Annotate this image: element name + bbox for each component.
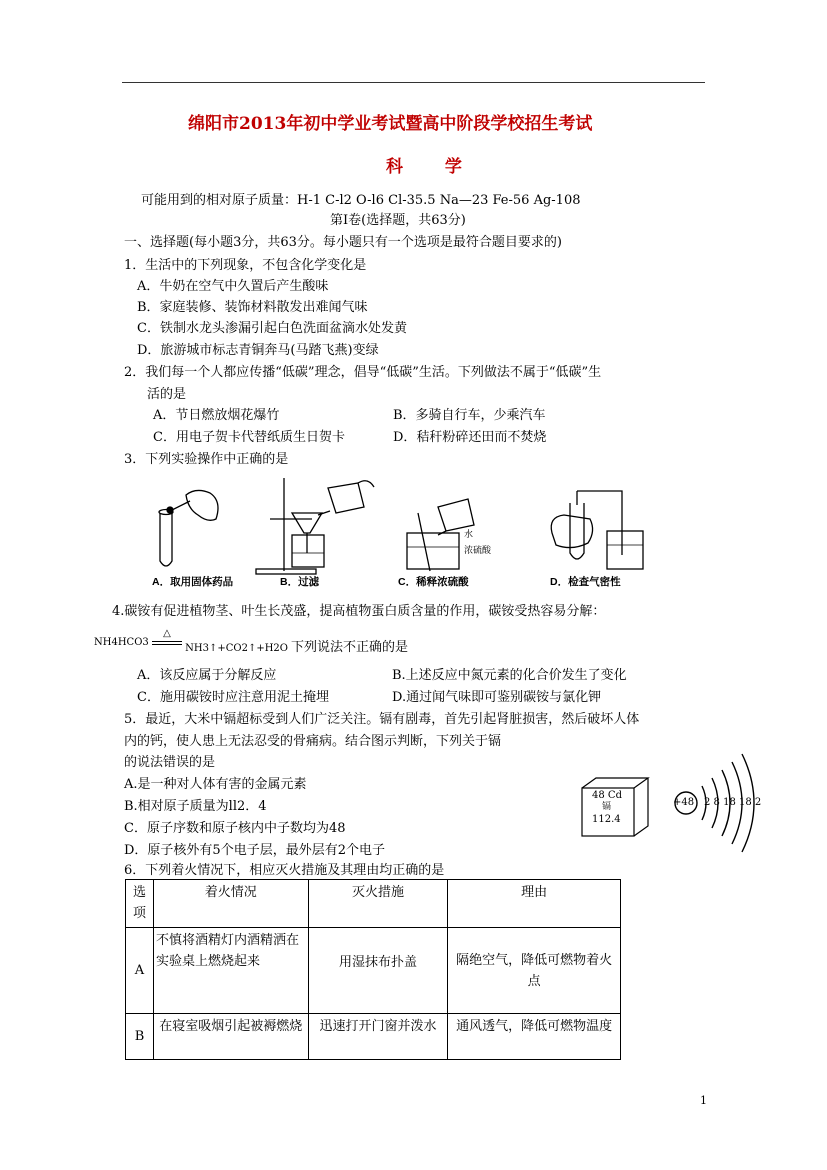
top-rule: [122, 82, 705, 83]
q5-option-c: C．原子序数和原子核内中子数均为48: [124, 821, 346, 836]
label-c: C．稀释浓硫酸: [398, 576, 469, 588]
heat-condition: △: [163, 628, 171, 639]
lab-figure-svg: [152, 473, 682, 591]
row-a-reason: 隔绝空气，降低可燃物着火点: [448, 928, 621, 1014]
row-b-situation: 在寝室吸烟引起被褥燃烧: [153, 1014, 308, 1060]
q4-question: 下列说法不正确的是: [291, 640, 409, 655]
q1-stem: 1．生活中的下列现象，不包含化学变化是: [124, 258, 367, 273]
element-tile: [578, 776, 652, 838]
q1-option-b: B．家庭装修、装饰材料散发出难闻气味: [137, 300, 368, 315]
element-mass: 112.4: [592, 814, 621, 825]
test-tube-d: [570, 503, 584, 559]
q4-option-a: A．该反应属于分解反应: [137, 668, 277, 683]
test-tube-a: [160, 513, 172, 566]
header-option: 选项: [126, 880, 154, 928]
q5-stem-line3: 的说法错误的是: [124, 755, 216, 770]
q5-stem-line1: 5．最近，大米中镉超标受到人们广泛关注。镉有剧毒，首先引起肾脏损害，然后破坏人体: [124, 712, 640, 727]
row-a-situation: 不慎将酒精灯内酒精洒在实验桌上燃烧起来: [153, 928, 308, 1014]
q1-option-d: D．旅游城市标志青铜奔马(马踏飞燕)变绿: [137, 343, 379, 358]
hand-a: [186, 490, 218, 520]
element-symbol: Cd: [607, 790, 622, 801]
q6-table: [125, 879, 621, 1060]
q2-option-b: B．多骑自行车，少乘汽车: [393, 408, 546, 423]
row-b-reason: 通风透气，降低可燃物温度: [448, 1014, 621, 1060]
atom-structure-diagram: [668, 748, 768, 858]
row-b-option: B: [126, 1014, 154, 1060]
q5-option-b: B.相对原子质量为ll2．4: [124, 799, 267, 814]
label-a: A．取用固体药品: [152, 576, 234, 588]
products: NH3↑+CO2↑+H2O: [185, 643, 288, 654]
q2-option-d: D．秸秆粉碎还田而不焚烧: [393, 430, 547, 445]
beaker-d: [607, 531, 643, 569]
funnel: [292, 513, 322, 533]
q4-stem: 4.碳铵有促进植物茎、叶生长茂盛，提高植物蛋白质含量的作用，碳铵受热容易分解：: [112, 604, 606, 619]
q2-option-c: C．用电子贺卡代替纸质生日贺卡: [153, 430, 345, 445]
q5-option-a: A.是一种对人体有害的金属元素: [124, 777, 307, 792]
subject-title: 科 学: [386, 157, 480, 177]
volume-heading: 第Ⅰ卷(选择题，共63分): [330, 213, 466, 228]
nucleus-charge: +48: [673, 797, 695, 808]
page-number: 1: [700, 1094, 707, 1107]
reaction-arrow: [152, 628, 182, 645]
section-heading: 一、选择题(每小题3分，共63分。每小题只有一个选项是最符合题目要求的): [124, 235, 562, 250]
q6-stem: 6．下列着火情况下，相应灭火措施及其理由均正确的是: [124, 863, 445, 878]
table-row: [126, 1014, 621, 1060]
element-name: 镉: [602, 802, 612, 812]
reactant: NH4HCO3: [94, 637, 149, 648]
q5-option-d: D．原子核外有5个电子层，最外层有2个电子: [124, 843, 385, 858]
q4-option-b: B.上述反应中氮元素的化合价发生了变化: [392, 668, 627, 683]
element-number-symbol: [592, 790, 622, 802]
electron-shells: 2 8 18 18 2: [704, 797, 762, 808]
glass-rod: [418, 513, 430, 571]
table-header-row: [126, 880, 621, 928]
q5-stem-line2: 内的钙，使人患上无法忍受的骨痛病。结合图示判断，下列关于镉: [124, 734, 502, 749]
label-d: D．检查气密性: [550, 576, 621, 588]
q4-option-c: C．施用碳铵时应注意用泥土掩埋: [137, 690, 329, 705]
q4-equation: [94, 628, 288, 654]
hand-d: [551, 515, 592, 548]
element-number: 48: [592, 790, 605, 801]
row-b-measure: 迅速打开门窗并泼水: [308, 1014, 448, 1060]
q2-option-a: A．节日燃放烟花爆竹: [153, 408, 280, 423]
beaker-c: [407, 533, 459, 569]
exam-title: 绵阳市2013年初中学业考试暨高中阶段学校招生考试: [188, 114, 593, 134]
label-acid: 浓硫酸: [464, 545, 492, 555]
pouring-beaker-c: [438, 499, 474, 531]
pouring-beaker: [328, 483, 364, 513]
q4-option-d: D.通过闻气味即可鉴别碳铵与氯化钾: [392, 690, 602, 705]
beaker-b: [292, 535, 324, 567]
row-a-option: A: [126, 928, 154, 1014]
table-row: [126, 928, 621, 1014]
q2-stem-line2: 活的是: [147, 387, 187, 402]
row-a-measure: 用湿抹布扑盖: [308, 928, 448, 1014]
q1-option-c: C．铁制水龙头渗漏引起白色洗面盆滴水处发黄: [137, 321, 407, 336]
lab-operations-figure: [152, 473, 682, 591]
q2-stem-line1: 2．我们每一个人都应传播“低碳”理念，倡导“低碳”生活。下列做法不属于“低碳”生: [124, 365, 602, 380]
header-measure: 灭火措施: [308, 880, 448, 928]
atomic-masses: 可能用到的相对原子质量：H-1 C-l2 O-l6 Cl-35.5 Na—23 Fe-56 Ag-108: [141, 193, 581, 208]
header-situation: 着火情况: [153, 880, 308, 928]
q1-option-a: A．牛奶在空气中久置后产生酸味: [137, 279, 329, 294]
label-b: B．过滤: [280, 576, 320, 588]
label-water: 水: [464, 529, 474, 539]
q3-stem: 3．下列实验操作中正确的是: [124, 452, 289, 467]
header-reason: 理由: [448, 880, 621, 928]
